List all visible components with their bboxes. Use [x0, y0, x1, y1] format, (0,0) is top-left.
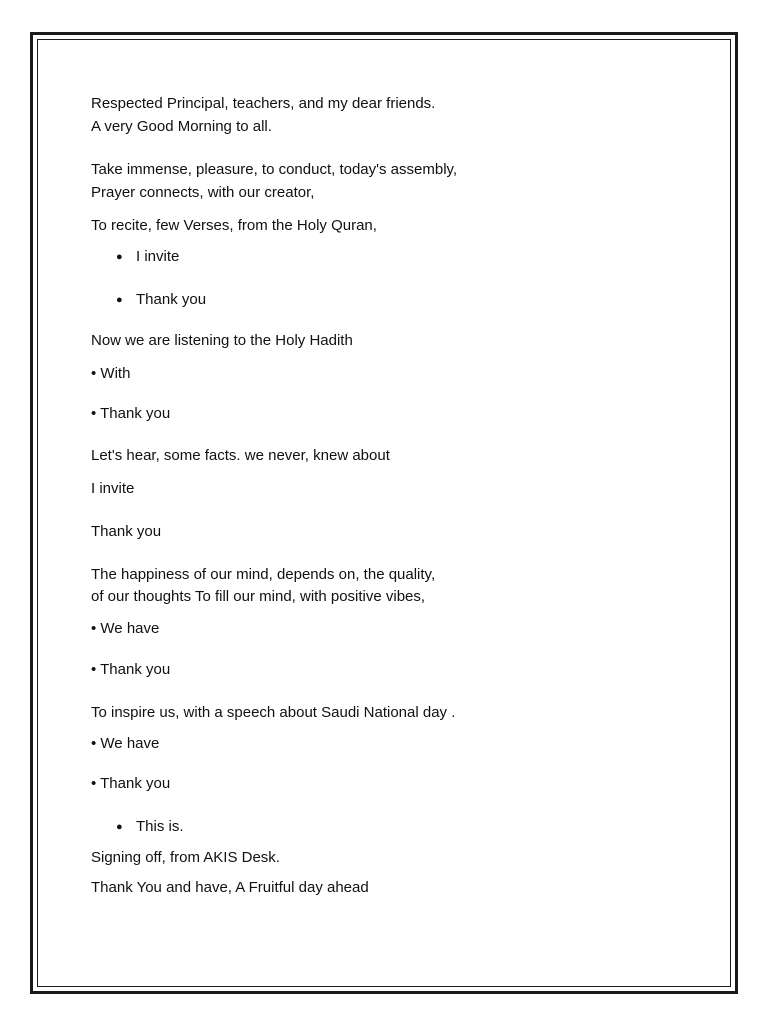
thoughts-line: The happiness of our mind, depends on, the quality, [91, 566, 436, 583]
bullet-item: ● This is. [116, 818, 184, 835]
national-day-line: To inspire us, with a speech about Saudi National day . [91, 704, 456, 721]
list-item: • Thank you [91, 405, 171, 422]
closing-line: Signing off, from AKIS Desk. [91, 849, 280, 866]
list-item: • With [91, 365, 131, 382]
bullet-dot-icon: ● [116, 294, 123, 306]
greeting-line: A very Good Morning to all. [91, 118, 272, 135]
list-item: • Thank you [91, 775, 171, 792]
greeting-line: Respected Principal, teachers, and my dear friends. [91, 95, 436, 112]
bullet-item: ● Thank you [116, 291, 207, 308]
list-item: I invite [91, 480, 135, 497]
list-item: Thank you [91, 523, 162, 540]
bullet-dot-icon: ● [116, 821, 123, 833]
list-item: • We have [91, 735, 160, 752]
bullet-item: ● I invite [116, 248, 180, 265]
intro-line: Take immense, pleasure, to conduct, today's assembly, [91, 161, 458, 178]
closing-line: Thank You and have, A Fruitful day ahead [91, 879, 369, 896]
list-item: • Thank you [91, 661, 171, 678]
quran-line: To recite, few Verses, from the Holy Quran, [91, 217, 377, 234]
facts-line: Let's hear, some facts. we never, knew about [91, 447, 390, 464]
list-item: • We have [91, 620, 160, 637]
intro-line: Prayer connects, with our creator, [91, 184, 315, 201]
hadith-line: Now we are listening to the Holy Hadith [91, 332, 353, 349]
bullet-dot-icon: ● [116, 251, 123, 263]
thoughts-line: of our thoughts To fill our mind, with positive vibes, [91, 588, 426, 605]
